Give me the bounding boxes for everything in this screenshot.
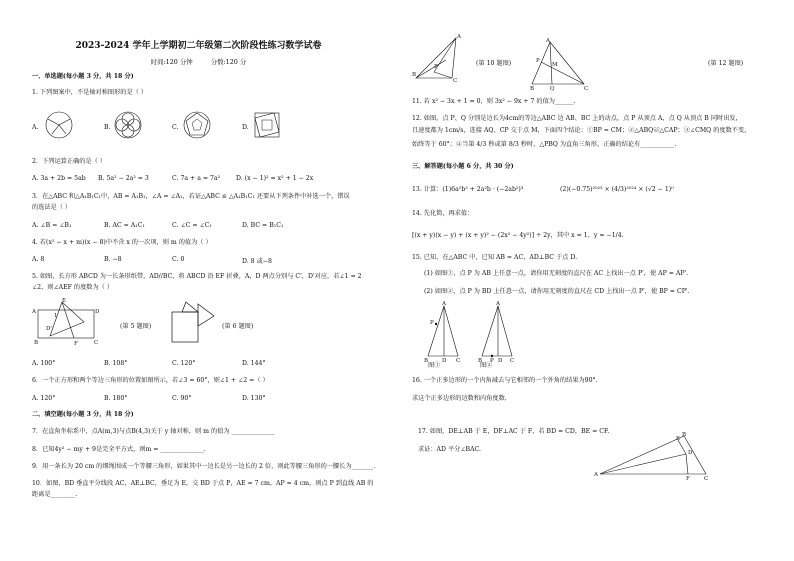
svg-text:D': D' <box>46 326 52 332</box>
q5-text: 5. 如图，长方形 ABCD 为一长条形纸带，AD//BC，将 ABCD 沿 EF 折叠，A，D 两点分别与 C'，D'对应，若∠1 = 2 <box>32 273 362 280</box>
q14-text: 14. 先化简，再求值： <box>412 210 474 217</box>
svg-text:F: F <box>74 341 78 347</box>
q5-opt-c: C. 120° <box>172 360 196 367</box>
q2-opt-d: D. (x − 1)² = x² + 1 − 2x <box>236 175 314 182</box>
fig5-caption: (第 5 题图) <box>120 323 152 330</box>
q3-opt-d: D. BC = B₁C₁ <box>242 222 284 229</box>
q4-opt-d: D. 8 或−8 <box>242 258 272 265</box>
q12-text-1: 12. 如图，点 P、Q 分别是边长为4cm的等边△ABC 边 AB、BC 上的动点，点 P 从顶点 A，点 Q 从顶点 B 同时出发， <box>412 115 742 122</box>
svg-text:C: C <box>453 78 458 84</box>
fig10-caption: (第 10 题图) <box>476 60 512 67</box>
exam-score: 分数:120 分 <box>210 58 247 66</box>
svg-text:D: D <box>95 309 100 315</box>
q3-opt-a: A. ∠B = ∠B₁ <box>32 222 72 229</box>
q15-part-1: (1) 如图①，点 P 为 AB 上任意一点，请你用无刻度的直尺在 AC 上找出一点 P'，使 AP = AP'. <box>424 270 689 277</box>
svg-text:P: P <box>434 64 438 70</box>
fig12-caption: (第 12 题图) <box>708 60 744 67</box>
q3-opt-c: C. ∠C = ∠C₁ <box>172 222 212 229</box>
q5-figure <box>32 300 112 348</box>
q11-text: 11. 若 x² − 3x + 1 = 0，则 3x² − 9x + 7 的值为______. <box>412 98 576 105</box>
q16-text-1: 16. 一个正多边形的一个内角减去与它相邻的一个外角的结果为90°. <box>412 377 598 384</box>
q15-part-2: (2) 如图②，点 P 为 BD 上任意一点，请你用无刻度的直尺在 CD 上找出一点 P'，使 BP = CP'. <box>424 288 690 295</box>
q13-part-2: (2)(−0.75)²⁰²³ × (4/3)²⁰²⁴ × (√2 − 1)⁰ <box>560 186 674 193</box>
q14-expression: [(x + y)(x − y) + (x + y)² − (2x² − 4y²)] ÷ 2y，其中 x = 1，y = −1/4. <box>412 232 624 239</box>
svg-text:E: E <box>676 436 681 442</box>
exam-title: 2023-2024 学年上学期初二年级第二次阶段性练习数学试卷 <box>75 41 322 51</box>
q6-figure <box>168 298 218 348</box>
q10-text: 10．如图，BD 垂直平分线段 AC，AE⊥BC，垂足为 E，交 BD 于点 P，AE = 7 cm，AP = 4 cm，则点 P 到直线 AB 的 <box>32 480 374 487</box>
q6-opt-b: B. 180° <box>104 395 128 402</box>
q15-fig-1-caption: 图① <box>428 362 441 369</box>
q1-figure-b <box>113 110 143 140</box>
q5-opt-a: A. 100° <box>32 360 56 367</box>
q4-opt-a: A. 8 <box>32 256 45 263</box>
q8-text: 8．已知4y² − my + 9是完全平方式，则m = ______________. <box>32 446 206 453</box>
q1-text: 1. 下列图案中，不是轴对称图形的是（ ） <box>32 89 148 96</box>
svg-text:A: A <box>594 472 598 478</box>
svg-text:C: C <box>510 358 515 364</box>
q4-opt-c: C. 0 <box>172 256 185 263</box>
q6-opt-d: D. 130° <box>242 395 266 402</box>
section-1-title: 一、单选题(每小题 3 分，共 18 分) <box>32 73 134 80</box>
q6-text: 6．一个正方形和两个等边三角形的位置如图所示，若∠3 = 60°，则∠1 + ∠2 =（ ） <box>32 377 269 384</box>
svg-text:A: A <box>442 301 446 307</box>
svg-text:A: A <box>496 301 500 307</box>
svg-text:A: A <box>32 309 36 315</box>
q17-figure <box>594 432 710 482</box>
q15-text: 15. 已知，在△ABC 中，已知 AB = AC，AD⊥BC 于点 D. <box>412 254 578 261</box>
q6-opt-c: C. 90° <box>172 395 192 402</box>
fig6-caption: (第 6 题图) <box>222 323 254 330</box>
section-2-title: 二、填空题(每小题 3 分，共 18 分) <box>32 411 134 418</box>
svg-text:P: P <box>536 58 540 64</box>
q1-opt-c: C. <box>172 124 179 131</box>
svg-text:C: C <box>456 358 461 364</box>
q4-text: 4. 若(x² − x + m)(x − 8)中不含 x 的一次项，则 m 的值为（ ） <box>32 239 212 246</box>
svg-text:B: B <box>34 340 39 346</box>
q12-text-2: 且速度都为 1cm/s，连接 AQ、CP 交于点 M，下面四个结论：①BP = CM；②△ABQ≌△CAP；③∠CMQ 的度数不变， <box>412 127 751 134</box>
q1-figure-a <box>44 110 74 140</box>
svg-text:P: P <box>430 320 434 326</box>
q12-figure <box>530 38 589 92</box>
svg-text:B: B <box>478 358 483 364</box>
svg-text:A: A <box>457 34 461 40</box>
svg-text:B: B <box>412 72 417 78</box>
q3-opt-b: B. AC = A₁C₁ <box>104 222 145 229</box>
q10-figure <box>412 32 462 84</box>
q17-text-2: 求证：AD 平分∠BAC. <box>418 446 482 453</box>
section-3-title: 三、解答题(每小题 6 分，共 30 分) <box>412 163 514 170</box>
q1-opt-d: D. <box>242 124 249 131</box>
svg-text:C: C <box>94 340 99 346</box>
q3-text: 3．在△ABC 和△A₁B₁C₁中，AB = A₁B₁，∠A = ∠A₁，若证△ABC ≌ △A₁B₁C₁ 还要从下列条件中补选一个，错误 <box>32 193 350 200</box>
svg-text:E: E <box>62 298 67 304</box>
q1-opt-a: A. <box>32 124 39 131</box>
q13-part-1: 13. 计算：(1)6a²b² + 2a²b · (−2ab²)³ <box>412 186 524 193</box>
exam-time: 时间:120 分钟 <box>150 58 193 66</box>
svg-text:D: D <box>688 450 693 456</box>
svg-text:D: D <box>442 358 447 364</box>
q10-text-2: 距离是________. <box>32 491 78 498</box>
svg-text:B: B <box>682 432 687 438</box>
svg-text:Q: Q <box>550 86 555 92</box>
q4-opt-b: B. −8 <box>104 256 122 263</box>
q1-figure-c <box>182 110 212 140</box>
svg-text:C: C <box>584 86 589 92</box>
q6-opt-a: A. 120° <box>32 395 56 402</box>
q12-text-3: 始终等于 60°；④当第 4/3 秒或第 8/3 秒时，△PBQ 为直角三角形，正确的结论有___________. <box>412 141 677 148</box>
q1-figure-d <box>252 110 282 140</box>
q7-text: 7．在直角坐标系中，点A(m,3)与点B(4,3)关于 y 轴对称，则 m 的值为 ______________ <box>32 428 275 435</box>
q5-opt-b: B. 108° <box>104 360 128 367</box>
q1-opt-b: B. <box>104 124 111 131</box>
q16-text-2: 求这个正多边形的边数和内角度数. <box>412 395 507 402</box>
svg-text:F: F <box>686 476 690 482</box>
svg-text:1: 1 <box>54 313 58 319</box>
exam-meta <box>0 57 397 66</box>
q15-figures <box>422 302 532 368</box>
q2-opt-b: B. 5a² − 2a² = 3 <box>98 175 149 182</box>
svg-text:M: M <box>552 62 558 68</box>
svg-text:B: B <box>424 358 429 364</box>
svg-text:C: C <box>704 476 709 482</box>
q2-opt-c: C. 7a + a = 7a² <box>172 175 221 182</box>
svg-text:D: D <box>498 358 503 364</box>
q17-text-1: 17. 如图，DE⊥AB 于 E，DF⊥AC 于 F，若 BD = CD，BE = CF. <box>418 428 610 435</box>
svg-text:P: P <box>490 358 494 364</box>
q3-text-2: 的选法是（ ） <box>32 204 72 211</box>
q2-opt-a: A. 3a + 2b = 5ab <box>32 175 86 182</box>
q5-opt-d: D. 144° <box>242 360 266 367</box>
q15-fig-2-caption: 图② <box>480 362 493 369</box>
q9-text: 9．用一条长为 20 cm 的细绳围成一个等腰三角形，如果其中一边长是另一边长的 2 倍，则此等腰三角形的一腰长为_______. <box>32 463 376 470</box>
svg-text:A: A <box>546 38 550 44</box>
q5-text-2: ∠2，则∠AEF 的度数为（ ） <box>32 284 114 291</box>
q2-text: 2．下列运算正确的是（ ） <box>32 158 106 165</box>
svg-text:B: B <box>530 86 535 92</box>
